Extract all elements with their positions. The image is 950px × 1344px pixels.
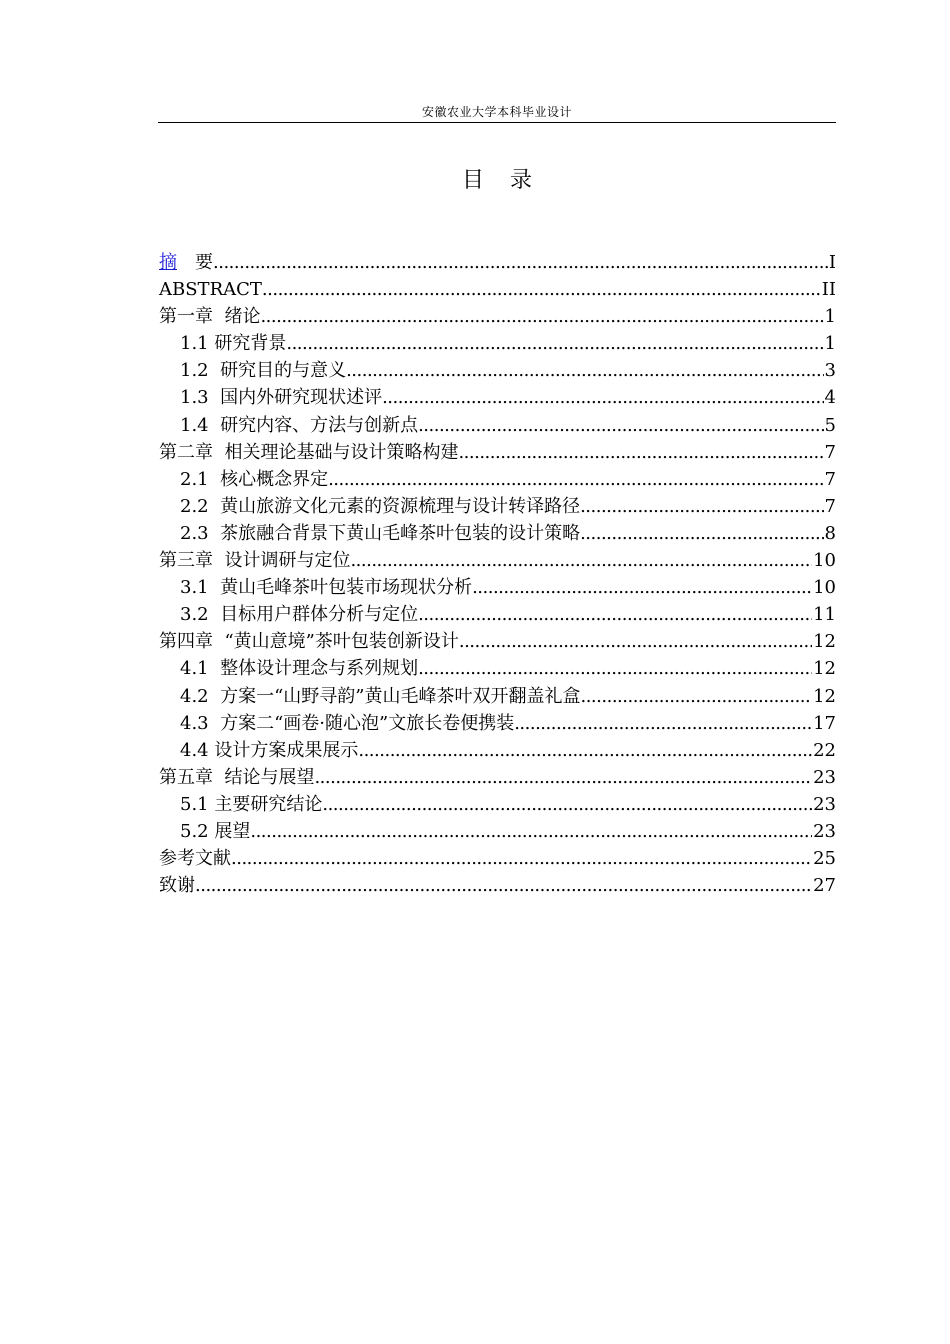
toc-leader-dots [472, 574, 812, 601]
toc-entry[interactable] [159, 601, 836, 628]
toc-entry-label: ABSTRACT [159, 279, 262, 301]
toc-leader-dots [418, 601, 812, 628]
toc-page-number: 11 [813, 604, 836, 626]
toc-page-number: 8 [824, 522, 836, 544]
toc-leader-dots [286, 330, 823, 357]
toc-title: 目录 [461, 168, 558, 193]
toc-entry-label: 4.1 整体设计理念与系列规划 [180, 658, 419, 680]
toc-entry[interactable] [159, 628, 836, 655]
toc-entry[interactable] [159, 872, 836, 899]
toc-leader-dots [358, 737, 812, 764]
toc-entry[interactable] [159, 791, 836, 818]
toc-leader-dots [260, 303, 823, 330]
toc-entry[interactable] [159, 249, 836, 276]
toc-page-number: 22 [813, 739, 836, 761]
toc-entry-label [159, 249, 213, 276]
toc-entry-label: 第四章 “黄山意境”茶叶包装创新设计 [159, 631, 459, 653]
toc-entry[interactable] [159, 357, 836, 384]
toc-page-number: 25 [813, 848, 836, 870]
toc-entry[interactable] [159, 574, 836, 601]
toc-entry[interactable] [159, 737, 836, 764]
toc-entry-label: 致谢 [159, 875, 195, 897]
toc-leader-dots [580, 520, 823, 547]
header-divider [158, 122, 836, 123]
toc-entry-label: 2.2 黄山旅游文化元素的资源梳理与设计转译路径 [180, 495, 581, 517]
toc-leader-dots [231, 845, 812, 872]
toc-page-number: I [828, 252, 836, 273]
toc-entry[interactable] [159, 493, 836, 520]
toc-page-number: 4 [824, 387, 836, 409]
toc-entry[interactable] [159, 466, 836, 493]
toc-entry[interactable] [159, 520, 836, 547]
toc-leader-dots [346, 357, 823, 384]
toc-entry-link[interactable]: 摘 [159, 252, 177, 273]
toc-leader-dots [580, 683, 812, 710]
toc-page-number: 23 [813, 766, 836, 788]
toc-leader-dots [322, 791, 812, 818]
toc-leader-dots [328, 466, 823, 493]
toc-entry[interactable] [159, 412, 836, 439]
toc-leader-dots [580, 493, 823, 520]
toc-leader-dots [195, 872, 812, 899]
toc-entry-label: 第一章 绪论 [159, 306, 261, 328]
toc-entry-label: 3.2 目标用户群体分析与定位 [180, 604, 419, 626]
toc-page-number: 7 [824, 441, 836, 463]
table-of-contents [159, 249, 836, 899]
toc-entry-label: 1.1 研究背景 [180, 333, 287, 355]
toc-entry[interactable] [159, 764, 836, 791]
toc-page-number: 1 [824, 333, 836, 355]
toc-entry-label: 4.2 方案一“山野寻韵”黄山毛峰茶叶双开翻盖礼盒 [180, 685, 581, 707]
toc-entry-label: 1.4 研究内容、方法与创新点 [180, 414, 419, 436]
toc-leader-dots [459, 628, 812, 655]
toc-page-number: 23 [813, 793, 836, 815]
toc-entry[interactable] [159, 276, 836, 303]
toc-leader-dots [418, 412, 823, 439]
toc-page-number: 5 [824, 414, 836, 436]
toc-entry-label: 参考文献 [159, 848, 231, 870]
toc-page-number: 12 [813, 685, 836, 707]
toc-entry-label: 第二章 相关理论基础与设计策略构建 [159, 441, 459, 463]
toc-entry[interactable] [159, 303, 836, 330]
toc-page-number: 12 [813, 658, 836, 680]
toc-entry[interactable] [159, 710, 836, 737]
toc-entry[interactable] [159, 439, 836, 466]
toc-leader-dots [514, 710, 812, 737]
toc-entry-label-rest: 要 [177, 252, 213, 273]
toc-entry[interactable] [159, 655, 836, 682]
toc-entry-label: 1.2 研究目的与意义 [180, 360, 347, 382]
toc-leader-dots [350, 547, 812, 574]
toc-page-number: II [821, 279, 836, 301]
toc-leader-dots [262, 276, 821, 303]
toc-entry-label: 5.2 展望 [180, 820, 251, 842]
toc-page-number: 7 [824, 468, 836, 490]
toc-leader-dots [314, 764, 812, 791]
toc-leader-dots [418, 655, 812, 682]
toc-page-number: 23 [813, 820, 836, 842]
toc-page-number: 1 [824, 306, 836, 328]
toc-entry[interactable] [159, 818, 836, 845]
toc-page-number: 10 [813, 550, 836, 572]
toc-entry-label: 第三章 设计调研与定位 [159, 550, 351, 572]
toc-page-number: 7 [824, 495, 836, 517]
toc-leader-dots [213, 249, 828, 276]
toc-entry-label: 5.1 主要研究结论 [180, 793, 323, 815]
toc-entry-label: 第五章 结论与展望 [159, 766, 315, 788]
toc-entry-label: 1.3 国内外研究现状述评 [180, 387, 383, 409]
toc-entry-label: 2.1 核心概念界定 [180, 468, 329, 490]
toc-page-number: 10 [813, 577, 836, 599]
toc-leader-dots [382, 384, 823, 411]
toc-leader-dots [458, 439, 823, 466]
toc-entry-label: 4.4 设计方案成果展示 [180, 739, 359, 761]
toc-page-number: 17 [813, 712, 836, 734]
toc-page-number: 27 [813, 875, 836, 897]
toc-entry[interactable] [159, 330, 836, 357]
page-header: 安徽农业大学本科毕业设计 [421, 105, 572, 119]
toc-entry-label: 4.3 方案二“画卷·随心泡”文旅长卷便携装 [180, 712, 515, 734]
toc-page-number: 3 [824, 360, 836, 382]
toc-page-number: 12 [813, 631, 836, 653]
toc-entry[interactable] [159, 384, 836, 411]
toc-entry[interactable] [159, 547, 836, 574]
toc-entry[interactable] [159, 845, 836, 872]
toc-entry-label: 2.3 茶旅融合背景下黄山毛峰茶叶包装的设计策略 [180, 522, 581, 544]
toc-leader-dots [250, 818, 812, 845]
toc-entry-label: 3.1 黄山毛峰茶叶包装市场现状分析 [180, 577, 473, 599]
toc-entry[interactable] [159, 683, 836, 710]
